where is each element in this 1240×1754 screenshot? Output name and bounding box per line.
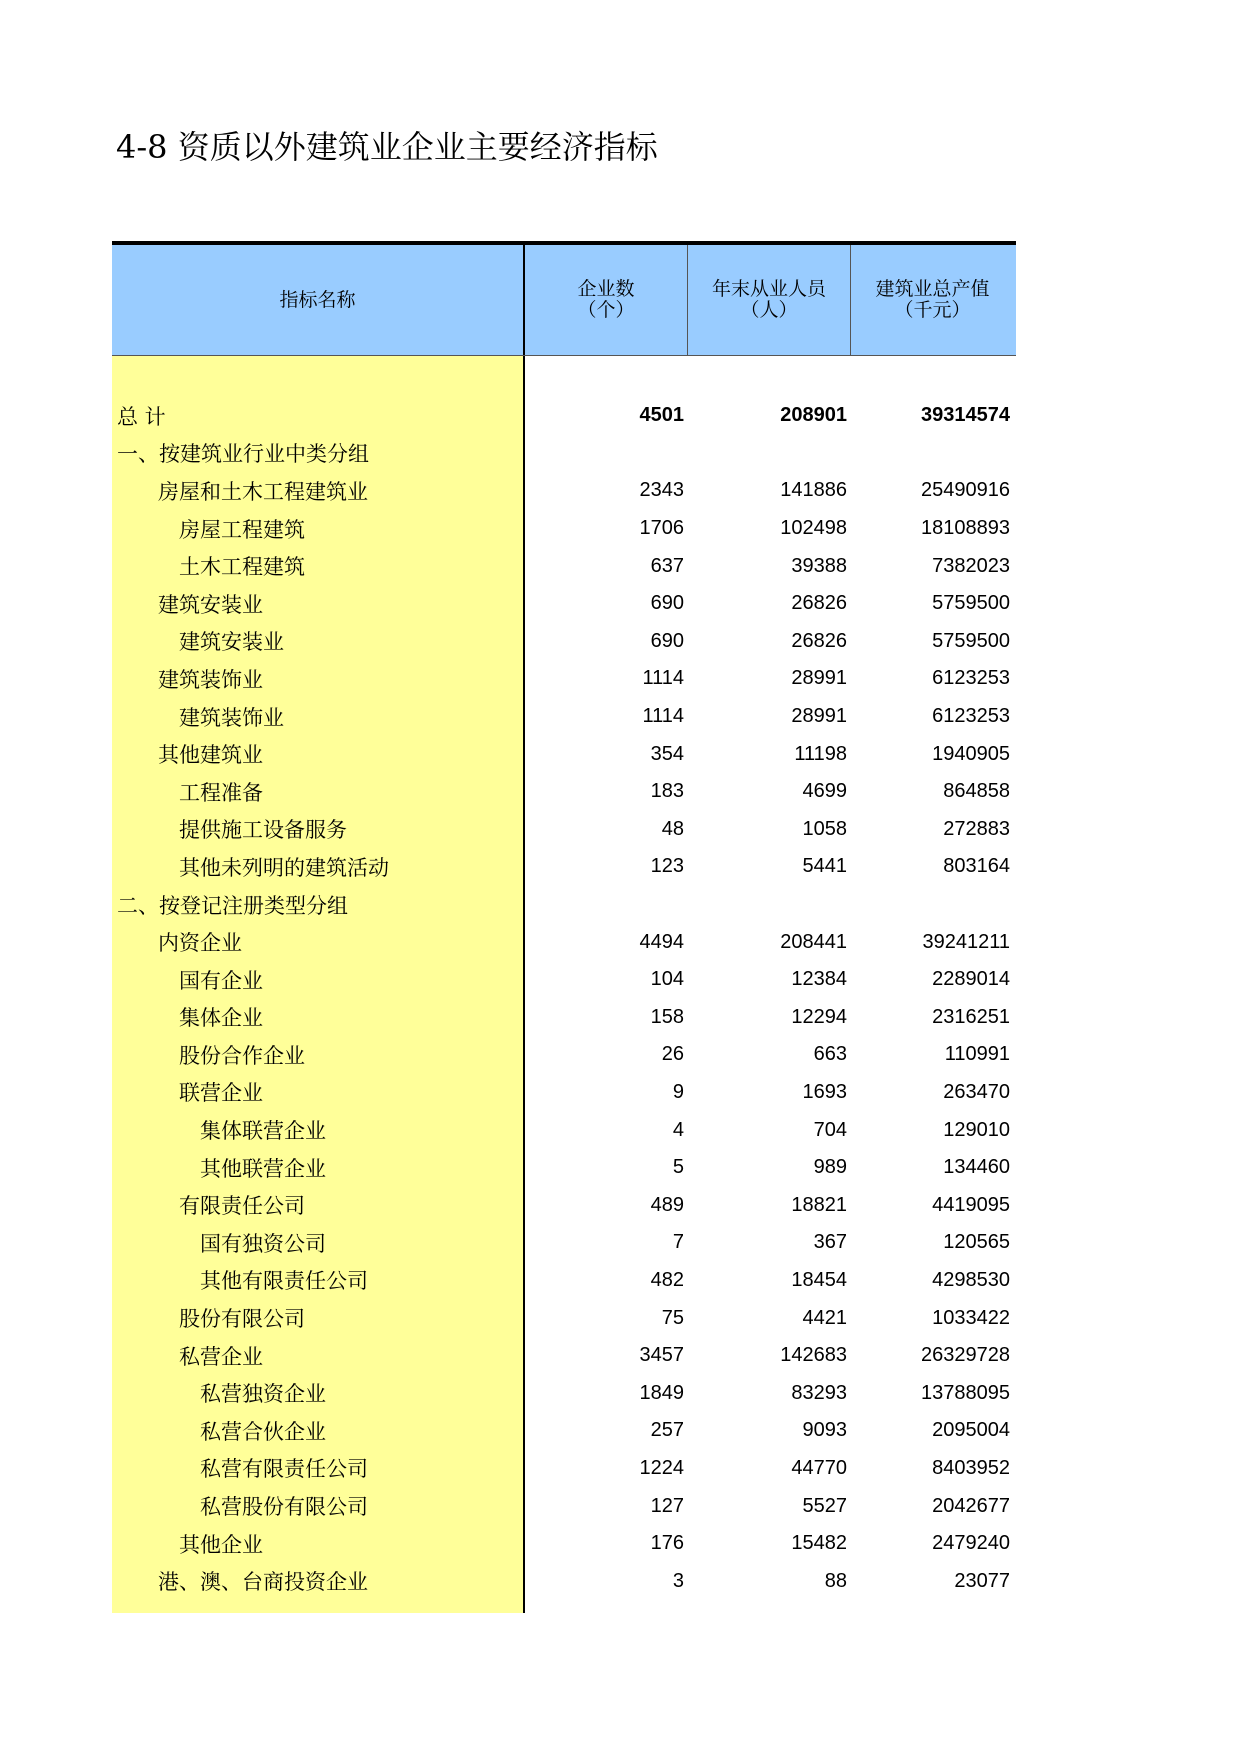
enterprise-count-cell: 75 [661, 1306, 684, 1329]
table-row [525, 1525, 1016, 1563]
enterprise-count-cell: 4501 [639, 404, 684, 427]
row-label: 其他企业 [179, 1532, 263, 1557]
enterprise-count-cell: 2343 [639, 479, 684, 502]
output-value-cell: 1940905 [932, 742, 1010, 765]
row-label: 建筑装饰业 [158, 667, 263, 692]
employees-cell: 208441 [780, 930, 847, 953]
employees-cell: 11198 [794, 742, 847, 765]
enterprise-count-cell: 690 [650, 592, 684, 615]
row-label: 港、澳、台商投资企业 [158, 1570, 368, 1595]
table-row [525, 961, 1016, 999]
row-label: 集体联营企业 [200, 1119, 326, 1144]
output-value-cell: 6123253 [932, 667, 1010, 690]
header-indicator-name [112, 245, 525, 355]
output-value-cell: 2289014 [932, 968, 1010, 991]
output-value-cell: 4419095 [932, 1193, 1010, 1216]
employees-cell: 83293 [791, 1381, 847, 1404]
header-employees [688, 245, 851, 355]
employees-cell: 12294 [791, 1005, 847, 1028]
employees-cell: 5527 [802, 1494, 847, 1517]
table-row [525, 1337, 1016, 1375]
employees-cell: 26826 [791, 629, 847, 652]
row-label: 私营有限责任公司 [200, 1457, 368, 1482]
table-header [112, 245, 1016, 356]
enterprise-count-cell: 489 [650, 1193, 684, 1216]
enterprise-count-cell: 482 [650, 1268, 684, 1291]
statistics-table [112, 241, 1016, 1613]
employees-cell: 39388 [791, 554, 847, 577]
employees-cell: 102498 [780, 517, 847, 540]
row-label: 土木工程建筑 [179, 555, 305, 580]
employees-cell: 4421 [802, 1306, 847, 1329]
header-enterprise-count-unit: （个） [577, 299, 635, 321]
employees-cell: 704 [813, 1118, 847, 1141]
table-row [525, 397, 1016, 435]
output-value-cell: 26329728 [921, 1344, 1010, 1367]
table-row [525, 1111, 1016, 1149]
employees-cell: 1693 [802, 1080, 847, 1103]
table-row [525, 623, 1016, 661]
row-label: 一、按建筑业行业中类分组 [117, 442, 369, 467]
enterprise-count-cell: 5 [672, 1156, 684, 1179]
employees-cell: 208901 [780, 404, 847, 427]
output-value-cell: 2042677 [932, 1494, 1010, 1517]
enterprise-count-cell: 104 [650, 968, 684, 991]
row-label: 有限责任公司 [179, 1194, 305, 1219]
employees-cell: 1058 [802, 817, 847, 840]
table-row [525, 1036, 1016, 1074]
output-value-cell: 5759500 [932, 629, 1010, 652]
enterprise-count-cell: 1224 [639, 1456, 684, 1479]
row-label: 总 计 [117, 404, 166, 429]
header-enterprise-count-label: 企业数 [577, 278, 635, 300]
row-label: 私营独资企业 [200, 1382, 326, 1407]
enterprise-count-cell: 127 [650, 1494, 684, 1517]
output-value-cell: 7382023 [932, 554, 1010, 577]
table-body [112, 356, 1016, 1613]
enterprise-count-cell: 48 [661, 817, 684, 840]
output-value-cell: 120565 [943, 1231, 1010, 1254]
output-value-cell: 5759500 [932, 592, 1010, 615]
enterprise-count-cell: 9 [672, 1080, 684, 1103]
row-label: 提供施工设备服务 [179, 818, 347, 843]
output-value-cell: 39241211 [922, 930, 1010, 953]
output-value-cell: 8403952 [932, 1456, 1010, 1479]
output-value-cell: 134460 [943, 1156, 1010, 1179]
output-value-cell: 23077 [954, 1569, 1010, 1592]
row-label: 房屋和土木工程建筑业 [158, 479, 368, 504]
employees-cell: 5441 [802, 855, 847, 878]
table-row [525, 1262, 1016, 1300]
table-row [525, 999, 1016, 1037]
table-row [525, 1299, 1016, 1337]
header-enterprise-count [525, 245, 688, 355]
header-employees-label: 年末从业人员 [711, 278, 826, 300]
header-output-value-label: 建筑业总产值 [875, 278, 990, 300]
enterprise-count-cell: 183 [650, 780, 684, 803]
row-label: 股份合作企业 [179, 1043, 305, 1068]
enterprise-count-cell: 1706 [639, 517, 684, 540]
table-row [525, 735, 1016, 773]
row-label: 私营股份有限公司 [200, 1495, 368, 1520]
row-label: 股份有限公司 [179, 1307, 305, 1332]
enterprise-count-cell: 1114 [642, 705, 684, 728]
row-label: 其他联营企业 [200, 1156, 326, 1181]
table-row [525, 547, 1016, 585]
row-label: 建筑安装业 [158, 592, 263, 617]
employees-cell: 12384 [791, 968, 847, 991]
row-label: 其他建筑业 [158, 743, 263, 768]
row-label: 建筑安装业 [179, 630, 284, 655]
enterprise-count-cell: 1849 [639, 1381, 684, 1404]
table-row [525, 773, 1016, 811]
enterprise-count-cell: 637 [650, 554, 684, 577]
enterprise-count-cell: 257 [650, 1419, 684, 1442]
output-value-cell: 13788095 [921, 1381, 1010, 1404]
enterprise-count-cell: 690 [650, 629, 684, 652]
output-value-cell: 864858 [943, 780, 1010, 803]
table-row [525, 1374, 1016, 1412]
enterprise-count-cell: 1114 [642, 667, 684, 690]
output-value-cell: 18108893 [921, 517, 1010, 540]
output-value-cell: 39314574 [921, 404, 1010, 427]
employees-cell: 44770 [791, 1456, 847, 1479]
table-row [525, 698, 1016, 736]
employees-cell: 26826 [791, 592, 847, 615]
employees-cell: 15482 [791, 1532, 847, 1555]
table-row [525, 472, 1016, 510]
header-output-value-unit: （千元） [894, 299, 971, 321]
enterprise-count-cell: 354 [650, 742, 684, 765]
table-row [525, 1224, 1016, 1262]
employees-cell: 989 [813, 1156, 847, 1179]
enterprise-count-cell: 3 [672, 1569, 684, 1592]
employees-cell: 88 [824, 1569, 847, 1592]
output-value-cell: 2095004 [932, 1419, 1010, 1442]
table-row [525, 886, 1016, 924]
table-row [525, 585, 1016, 623]
output-value-cell: 6123253 [932, 705, 1010, 728]
header-indicator-name-label: 指标名称 [279, 288, 356, 311]
row-label: 内资企业 [158, 931, 242, 956]
output-value-cell: 25490916 [921, 479, 1010, 502]
row-label: 集体企业 [179, 1006, 263, 1031]
table-row [525, 1487, 1016, 1525]
enterprise-count-cell: 7 [672, 1231, 684, 1254]
employees-cell: 142683 [780, 1344, 847, 1367]
employees-cell: 4699 [802, 780, 847, 803]
output-value-cell: 4298530 [932, 1268, 1010, 1291]
output-value-cell: 263470 [943, 1080, 1010, 1103]
enterprise-count-cell: 4494 [639, 930, 684, 953]
employees-cell: 367 [813, 1231, 847, 1254]
enterprise-count-cell: 158 [650, 1005, 684, 1028]
employees-cell: 18454 [791, 1268, 847, 1291]
employees-cell: 141886 [780, 479, 847, 502]
table-row [525, 1412, 1016, 1450]
indicator-name-column [112, 356, 525, 1613]
table-row [525, 1450, 1016, 1488]
output-value-cell: 1033422 [932, 1306, 1010, 1329]
table-row [525, 1186, 1016, 1224]
table-row [525, 811, 1016, 849]
row-label: 国有企业 [179, 968, 263, 993]
table-row [525, 923, 1016, 961]
output-value-cell: 2479240 [932, 1532, 1010, 1555]
row-label: 二、按登记注册类型分组 [117, 893, 348, 918]
row-label: 房屋工程建筑 [179, 517, 305, 542]
table-row [525, 660, 1016, 698]
header-employees-unit: （人） [740, 299, 798, 321]
output-value-cell: 803164 [943, 855, 1010, 878]
output-value-cell: 110991 [944, 1043, 1010, 1066]
row-label: 联营企业 [179, 1081, 263, 1106]
header-output-value [851, 245, 1014, 355]
value-columns [525, 356, 1016, 1613]
row-label: 其他有限责任公司 [200, 1269, 368, 1294]
table-row [525, 435, 1016, 473]
output-value-cell: 272883 [943, 817, 1010, 840]
page-title: 4-8 资质以外建筑业企业主要经济指标 [116, 128, 658, 166]
table-row [525, 1074, 1016, 1112]
employees-cell: 9093 [802, 1419, 847, 1442]
row-label: 私营企业 [179, 1344, 263, 1369]
employees-cell: 28991 [791, 667, 847, 690]
row-label: 建筑装饰业 [179, 705, 284, 730]
table-row [525, 848, 1016, 886]
enterprise-count-cell: 26 [661, 1043, 684, 1066]
table-row [525, 1562, 1016, 1600]
enterprise-count-cell: 123 [650, 855, 684, 878]
employees-cell: 28991 [791, 705, 847, 728]
row-label: 工程准备 [179, 780, 263, 805]
row-label: 私营合伙企业 [200, 1419, 326, 1444]
enterprise-count-cell: 4 [672, 1118, 684, 1141]
employees-cell: 18821 [791, 1193, 847, 1216]
enterprise-count-cell: 176 [650, 1532, 684, 1555]
enterprise-count-cell: 3457 [639, 1344, 684, 1367]
row-label: 其他未列明的建筑活动 [179, 855, 389, 880]
output-value-cell: 129010 [943, 1118, 1010, 1141]
row-label: 国有独资公司 [200, 1231, 326, 1256]
employees-cell: 663 [813, 1043, 847, 1066]
table-row [525, 510, 1016, 548]
output-value-cell: 2316251 [932, 1005, 1010, 1028]
table-row [525, 1149, 1016, 1187]
